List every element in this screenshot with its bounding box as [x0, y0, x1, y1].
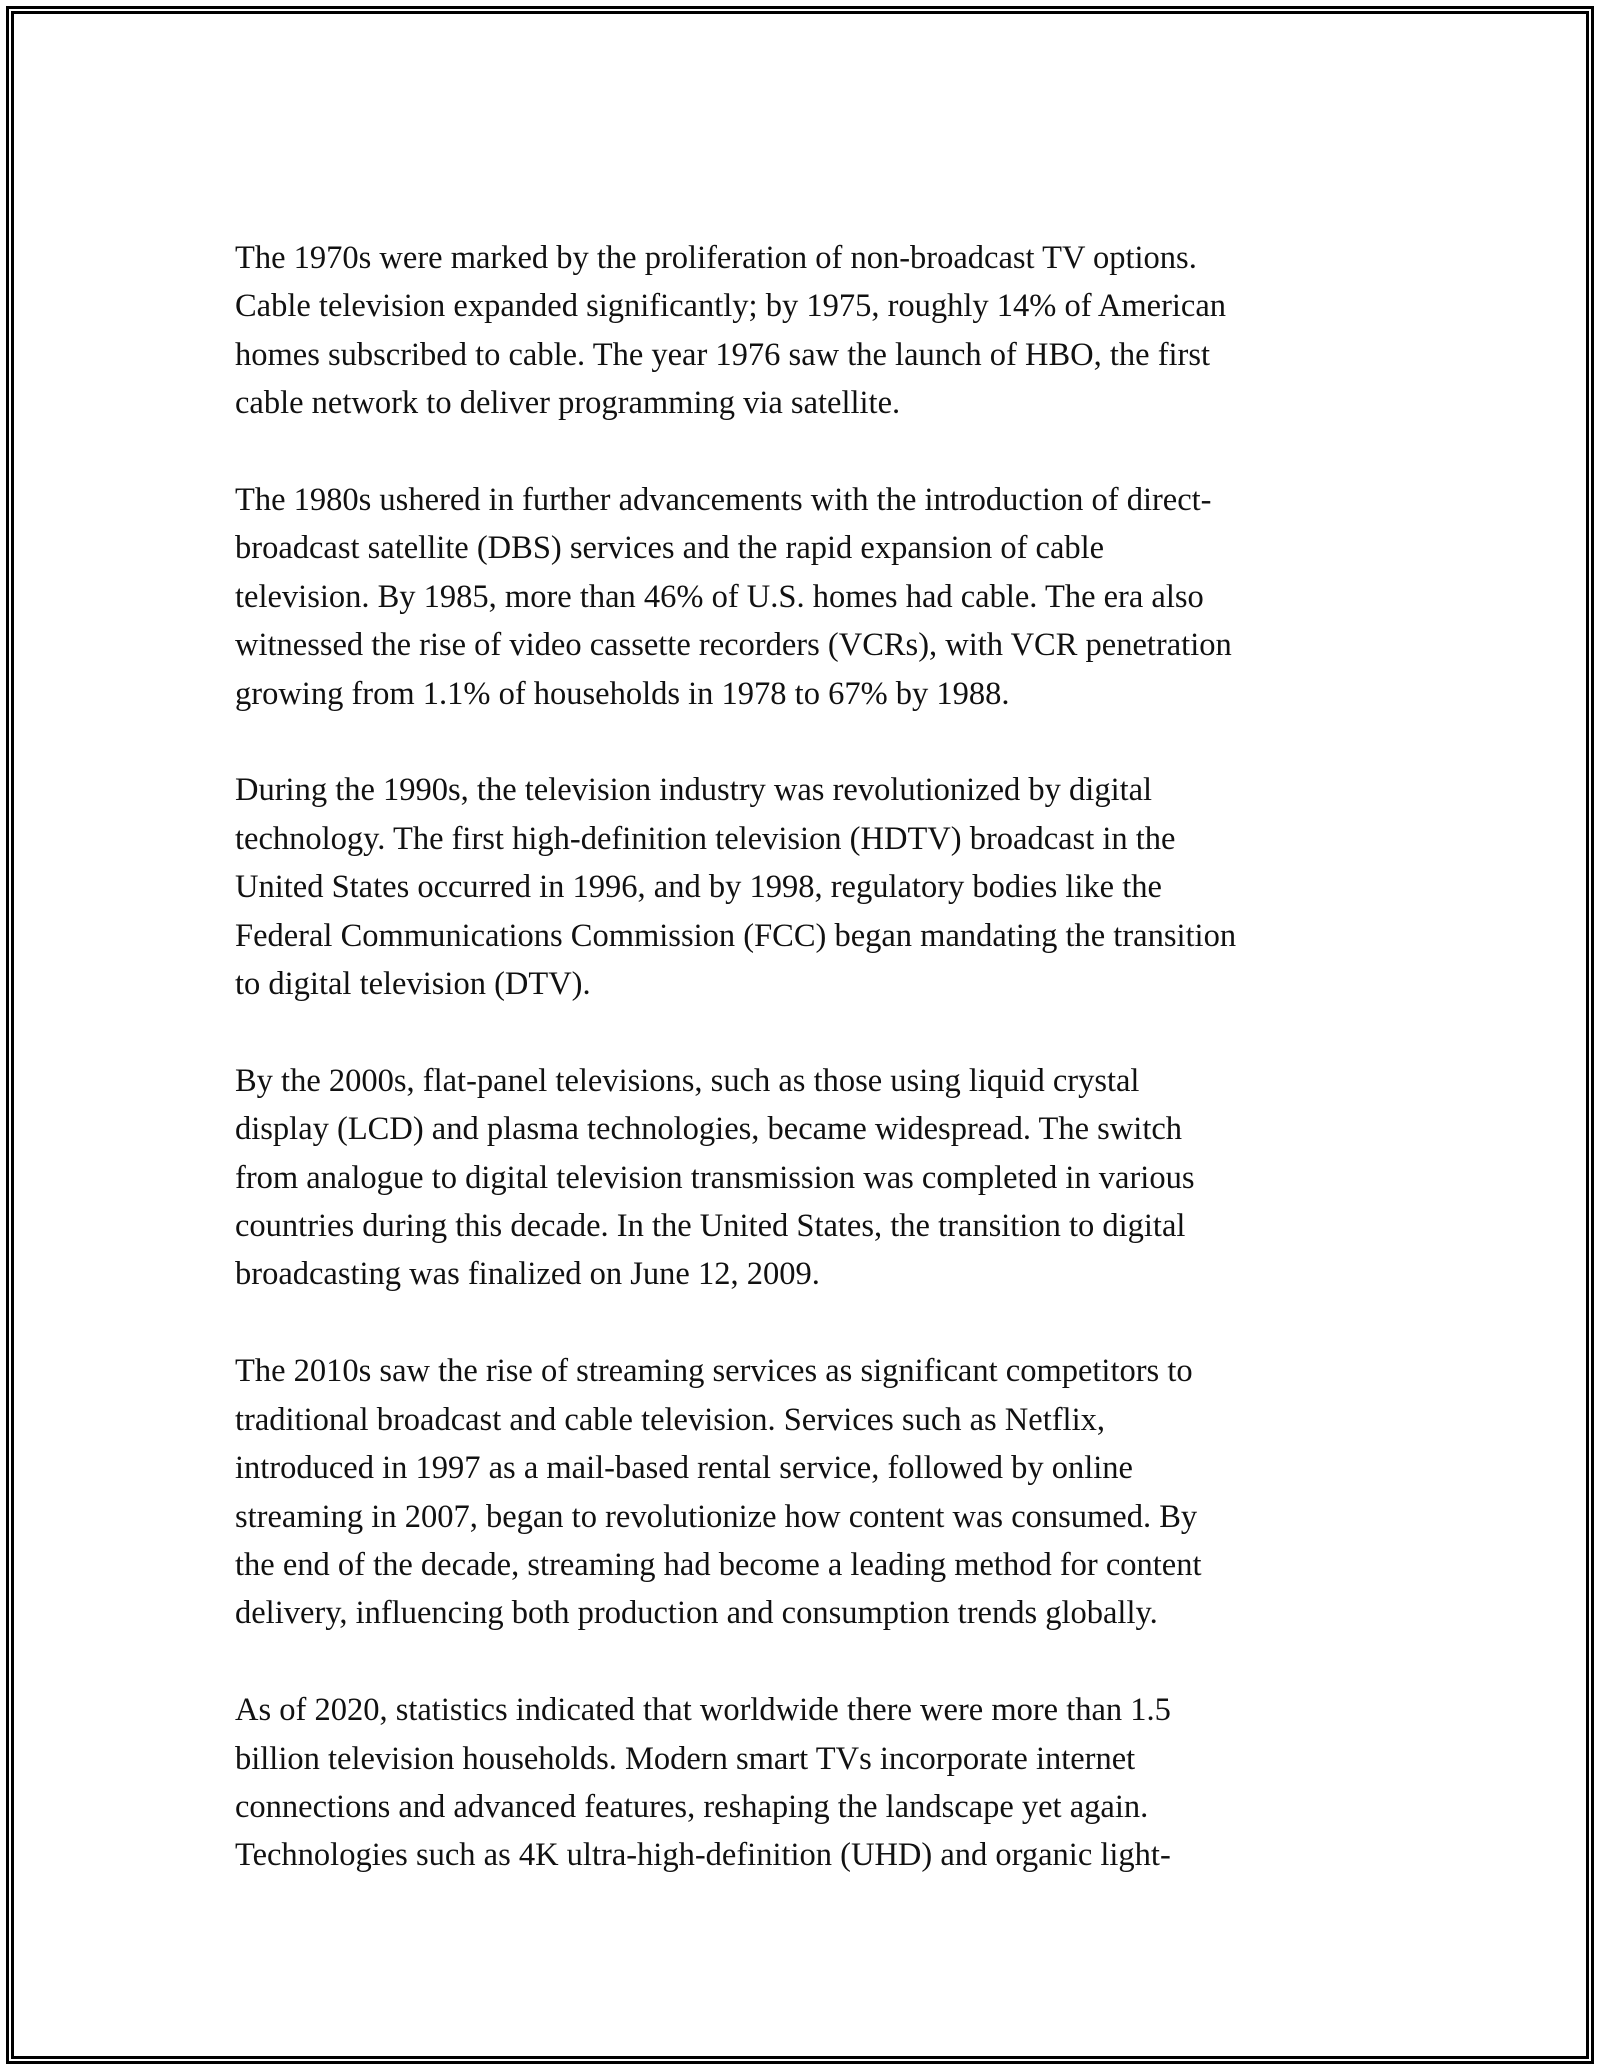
text-line: television. By 1985, more than 46% of U.S. homes had cable. The era also: [235, 578, 1204, 615]
text-line: traditional broadcast and cable television. Services such as Netflix,: [235, 1401, 1105, 1438]
document-body: [235, 234, 1375, 1928]
text-line: As of 2020, statistics indicated that worldwide there were more than 1.5: [235, 1692, 1171, 1729]
paragraph-1990s: [235, 766, 1375, 1008]
text-line: from analogue to digital television transmission was completed in various: [235, 1159, 1195, 1196]
text-line: Cable television expanded significantly; by 1975, roughly 14% of American: [235, 288, 1227, 325]
paragraph-1980s: [235, 476, 1375, 718]
text-line: countries during this decade. In the United States, the transition to digital: [235, 1208, 1186, 1245]
text-line: Federal Communications Commission (FCC) began mandating the transition: [235, 917, 1237, 954]
text-line: display (LCD) and plasma technologies, became widespread. The switch: [235, 1111, 1183, 1148]
text-line: Technologies such as 4K ultra-high-definition (UHD) and organic light-: [235, 1837, 1171, 1874]
text-line: By the 2000s, flat-panel televisions, such as those using liquid crystal: [235, 1062, 1140, 1099]
text-line: streaming in 2007, began to revolutionize how content was consumed. By: [235, 1498, 1198, 1535]
text-line: introduced in 1997 as a mail-based rental service, followed by online: [235, 1450, 1133, 1487]
text-line: The 2010s saw the rise of streaming services as significant competitors to: [235, 1353, 1193, 1390]
text-line: The 1970s were marked by the proliferation of non-broadcast TV options.: [235, 240, 1197, 276]
text-line: growing from 1.1% of households in 1978 to 67% by 1988.: [235, 675, 1010, 712]
text-line: to digital television (DTV).: [235, 966, 591, 1003]
text-line: cable network to deliver programming via satellite.: [235, 385, 901, 422]
text-line: the end of the decade, streaming had become a leading method for content: [235, 1546, 1202, 1583]
text-line: connections and advanced features, reshaping the landscape yet again.: [235, 1788, 1149, 1825]
text-line: homes subscribed to cable. The year 1976 saw the launch of HBO, the first: [235, 336, 1211, 373]
text-line: The 1980s ushered in further advancements with the introduction of direct-: [235, 482, 1212, 519]
text-line: technology. The first high-definition television (HDTV) broadcast in the: [235, 820, 1176, 857]
text-line: United States occurred in 1996, and by 1998, regulatory bodies like the: [235, 869, 1162, 906]
text-line: witnessed the rise of video cassette recorders (VCRs), with VCR penetration: [235, 627, 1232, 664]
text-line: broadcast satellite (DBS) services and the rapid expansion of cable: [235, 530, 1105, 567]
text-line: During the 1990s, the television industry was revolutionized by digital: [235, 772, 1153, 809]
paragraph-1970s: [235, 234, 1375, 428]
text-line: broadcasting was finalized on June 12, 2009.: [235, 1256, 820, 1293]
paragraph-2020: [235, 1686, 1375, 1880]
text-line: delivery, influencing both production and consumption trends globally.: [235, 1595, 1158, 1632]
paragraph-2000s: [235, 1057, 1375, 1299]
text-line: billion television households. Modern smart TVs incorporate internet: [235, 1740, 1136, 1777]
paragraph-2010s: [235, 1347, 1375, 1637]
